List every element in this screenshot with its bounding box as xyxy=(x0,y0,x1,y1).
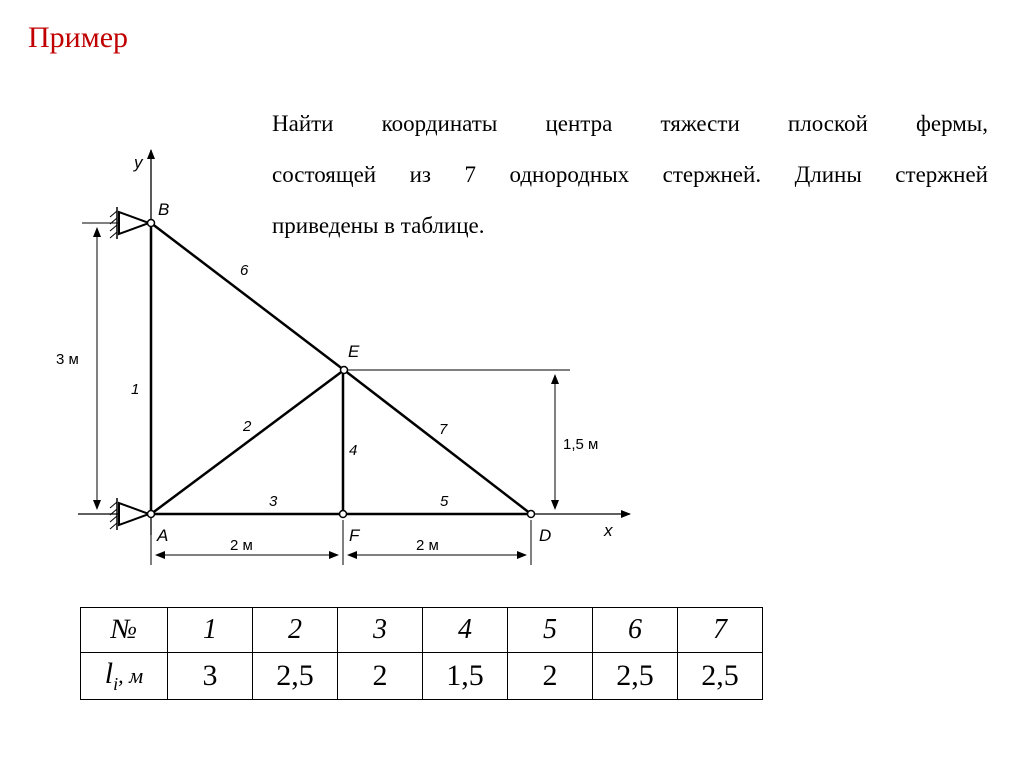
node-label-B: B xyxy=(158,200,170,219)
table-length-7: 2,5 xyxy=(678,653,763,700)
dimension-label-E-height: 1,5 м xyxy=(563,436,599,453)
length-subscript: i xyxy=(113,674,119,694)
table-length-4: 1,5 xyxy=(423,653,508,700)
member-6 xyxy=(151,223,344,370)
lengths-table xyxy=(80,607,763,700)
joint-F xyxy=(340,511,347,518)
node-label-A: A xyxy=(157,526,169,545)
member-label-1: 1 xyxy=(131,381,140,398)
member-label-3: 3 xyxy=(269,493,278,510)
table-length-2: 2,5 xyxy=(253,653,338,700)
table-number-1: 1 xyxy=(168,608,253,653)
table-length-5: 2 xyxy=(508,653,593,700)
table-row-numbers xyxy=(81,608,763,653)
node-label-E: E xyxy=(348,342,360,361)
table-row-lengths xyxy=(81,653,763,700)
dimension-label-AF: 2 м xyxy=(230,537,253,554)
y-axis-label: y xyxy=(134,153,143,172)
length-symbol: l xyxy=(104,657,114,690)
joint-D xyxy=(528,511,535,518)
problem-line-1: Найти координаты центра тяжести плоской фермы, xyxy=(272,111,988,136)
slide-title: Пример xyxy=(28,21,129,54)
member-label-6: 6 xyxy=(240,262,249,279)
table-number-7: 7 xyxy=(678,608,763,653)
member-label-2: 2 xyxy=(243,418,252,435)
node-label-D: D xyxy=(539,526,552,545)
table-number-4: 4 xyxy=(423,608,508,653)
member-2 xyxy=(151,370,344,514)
table-number-6: 6 xyxy=(593,608,678,653)
joint-A xyxy=(148,511,155,518)
member-label-7: 7 xyxy=(439,421,448,438)
member-label-5: 5 xyxy=(440,493,449,510)
member-7 xyxy=(344,370,531,514)
dimension-label-FD: 2 м xyxy=(416,537,439,554)
x-axis-label: x xyxy=(604,521,613,540)
problem-line-2: состоящей из 7 однородных стержней. Длины стержней xyxy=(272,162,988,187)
problem-line-3: приведены в таблице. xyxy=(272,213,485,238)
table-row-label-length xyxy=(81,653,168,700)
table-number-3: 3 xyxy=(338,608,423,653)
dimension-label-height: 3 м xyxy=(56,351,79,368)
length-unit: , м xyxy=(118,663,144,688)
table-number-2: 2 xyxy=(253,608,338,653)
joint-B xyxy=(148,220,155,227)
table-number-5: 5 xyxy=(508,608,593,653)
table-length-6: 2,5 xyxy=(593,653,678,700)
node-label-F: F xyxy=(349,526,360,545)
joint-E xyxy=(341,367,348,374)
table-header-number-sign: № xyxy=(81,608,168,653)
member-label-4: 4 xyxy=(349,442,358,459)
table-length-1: 3 xyxy=(168,653,253,700)
table-length-3: 2 xyxy=(338,653,423,700)
